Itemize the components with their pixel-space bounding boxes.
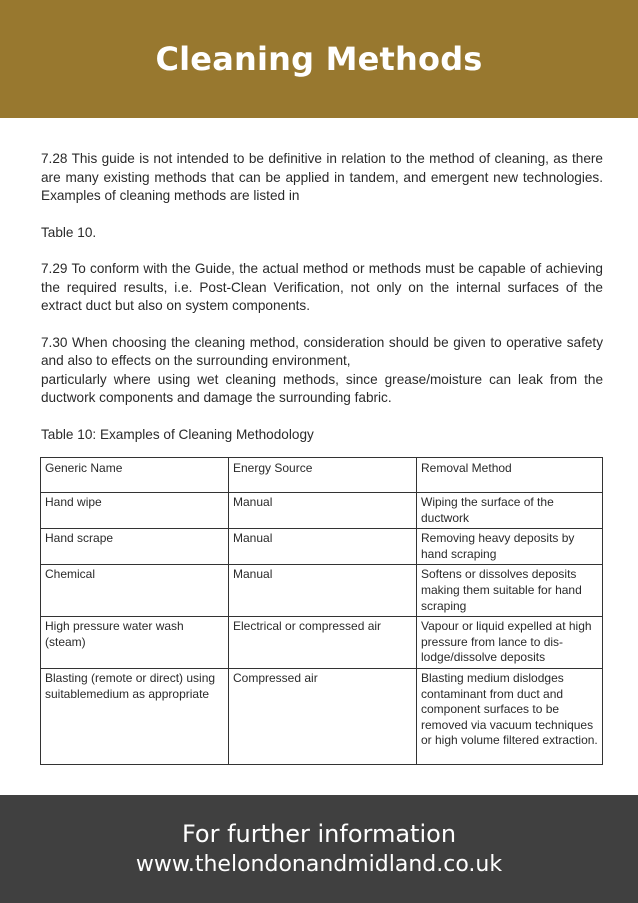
table-cell: Compressed air bbox=[229, 668, 417, 764]
table-cell: Wiping the surface of the ductwork bbox=[417, 493, 603, 529]
footer-info-text: For further information bbox=[181, 820, 457, 848]
table-row bbox=[41, 529, 603, 565]
paragraph-7-28: 7.28 This guide is not intended to be definitive in relation to the method of cleaning, as there are many existing methods that can be applied in tandem, and emergent new technologies. Examples of cleaning methods are listed in bbox=[41, 151, 603, 203]
table-cell: Hand wipe bbox=[41, 493, 229, 529]
header-cell: Generic Name bbox=[41, 458, 229, 493]
footer-banner bbox=[0, 795, 638, 903]
body-text bbox=[41, 150, 603, 444]
header-cell: Energy Source bbox=[229, 458, 417, 493]
table-row bbox=[41, 668, 603, 764]
table-reference: Table 10. bbox=[41, 224, 97, 240]
table-row bbox=[41, 493, 603, 529]
table-cell: Softens or dissolves deposits making them suitable for hand scraping bbox=[417, 565, 603, 617]
table-caption: Table 10: Examples of Cleaning Methodology bbox=[41, 426, 314, 442]
table-header-row bbox=[41, 458, 603, 493]
footer-website-link[interactable]: www.thelondonandmidland.co.uk bbox=[135, 852, 503, 877]
table-cell: Electrical or compressed air bbox=[229, 617, 417, 669]
table-cell: Manual bbox=[229, 529, 417, 565]
table-row bbox=[41, 617, 603, 669]
table-cell: Vapour or liquid expelled at high pressure from lance to dis-lodge/dissolve deposits bbox=[417, 617, 603, 669]
table-cell: Hand scrape bbox=[41, 529, 229, 565]
table-cell: Blasting (remote or direct) using suitablemedium as appropriate bbox=[41, 668, 229, 764]
paragraph-7-30-part2: particularly where using wet cleaning methods, since grease/moisture can leak from the ductwork components and damage the surrounding fabric. bbox=[41, 371, 603, 405]
paragraph-7-30-part1: 7.30 When choosing the cleaning method, consideration should be given to operative safety and also to effects on the surrounding environment, bbox=[41, 334, 603, 368]
table-cell: Manual bbox=[229, 493, 417, 529]
paragraph-7-29: 7.29 To conform with the Guide, the actual method or methods must be capable of achieving the required results, i.e. Post-Clean Verification, not only on the internal surfaces of the extract duct but also on system components. bbox=[41, 261, 603, 313]
table-cell: Blasting medium dislodges contaminant from duct and component surfaces to be removed via vacuum techniques or high volume filtered extraction. bbox=[417, 668, 603, 764]
table-cell: Chemical bbox=[41, 565, 229, 617]
table-row bbox=[41, 565, 603, 617]
page-title: Cleaning Methods bbox=[155, 40, 483, 78]
table-cell: Manual bbox=[229, 565, 417, 617]
table-cell: Removing heavy deposits by hand scraping bbox=[417, 529, 603, 565]
table-cell: High pressure water wash (steam) bbox=[41, 617, 229, 669]
cleaning-methods-table bbox=[40, 457, 603, 765]
header-cell: Removal Method bbox=[417, 458, 603, 493]
header-banner bbox=[0, 0, 638, 118]
